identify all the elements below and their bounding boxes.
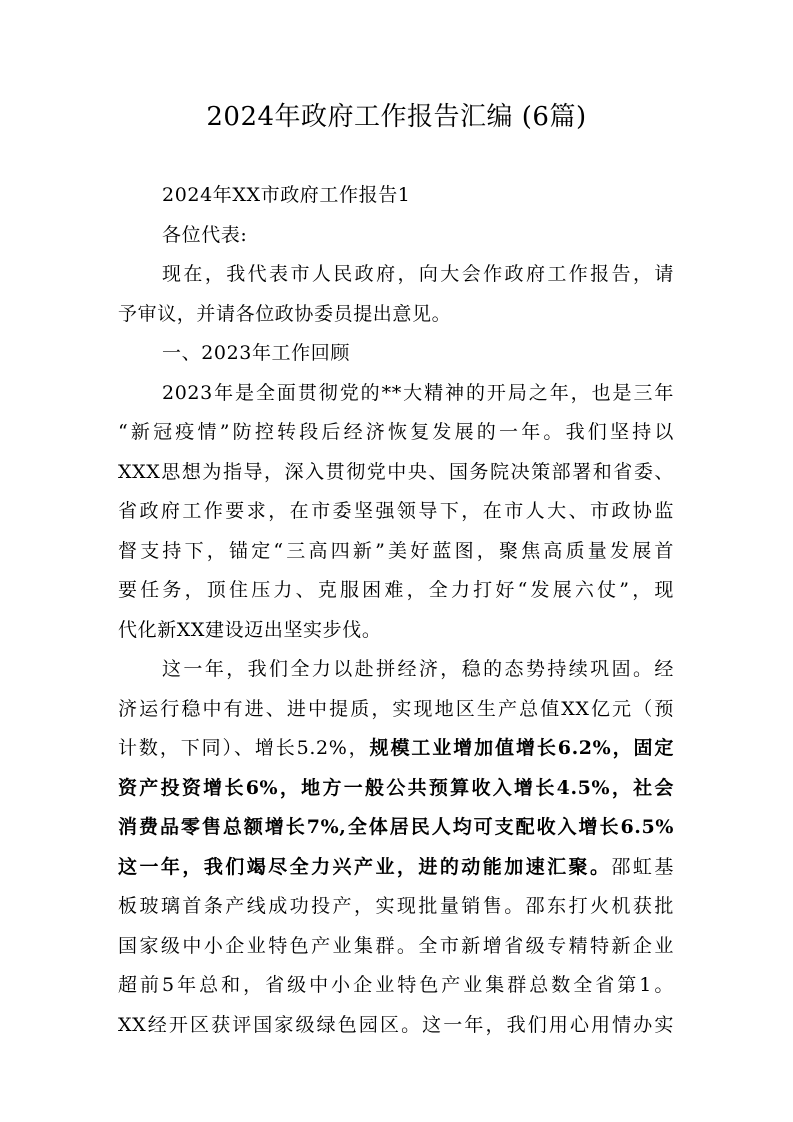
text-line-content: 济运行稳中有进、进中提质，实现地区生产总值XX亿元（预 bbox=[118, 697, 674, 720]
text-line bbox=[118, 571, 674, 611]
text-line-content: XX经开区获评国家级绿色园区。这一年，我们用心用情办实 bbox=[118, 1013, 674, 1036]
text-line-content: 2023年是全面贯彻党的**大精神的开局之年，也是三年 bbox=[162, 381, 674, 404]
text-line bbox=[118, 887, 674, 927]
text-line-content: 这一年，我们全力以赴拼经济，稳的态势持续巩固。经 bbox=[162, 658, 674, 680]
text-line-content: 省政府工作要求，在市委坚强领导下，在市人大、市政协监 bbox=[118, 500, 674, 522]
text-line-content: 各位代表: bbox=[162, 223, 248, 246]
text-line bbox=[118, 808, 674, 848]
text-line-content: XXX思想为指导，深入贯彻党中央、国务院决策部署和省委、 bbox=[118, 460, 674, 483]
text-line-content: 督支持下，锚定“三高四新”美好蓝图，聚焦高质量发展首 bbox=[118, 539, 674, 562]
text-line-bold-tail: 规模工业增加值增长6.2%，固定 bbox=[369, 737, 674, 759]
text-line bbox=[118, 255, 674, 295]
text-line-content: 代化新XX建设迈出坚实步伐。 bbox=[118, 618, 382, 641]
text-line-content: 超前5年总和，省级中小企业特色产业集群总数全省第1。 bbox=[118, 974, 674, 996]
text-line bbox=[118, 729, 674, 769]
text-line bbox=[118, 611, 674, 651]
text-line-content: 消费品零售总额增长7%,全体居民人均可支配收入增长6.5% bbox=[118, 816, 674, 838]
document-body bbox=[118, 176, 674, 1045]
text-line bbox=[118, 295, 674, 335]
text-line bbox=[118, 216, 674, 256]
text-line bbox=[118, 650, 674, 690]
text-line-content: 国家级中小企业特色产业集群。全市新增省级专精特新企业 bbox=[118, 934, 674, 957]
text-line-content: 资产投资增长6%，地方一般公共预算收入增长4.5%，社会 bbox=[118, 776, 674, 799]
text-line-content: 板玻璃首条产线成功投产，实现批量销售。邵东打火机获批 bbox=[118, 895, 674, 917]
text-line-content: 计数，下同）、增长5.2%， bbox=[118, 737, 370, 759]
text-line bbox=[118, 966, 674, 1006]
text-line bbox=[118, 492, 674, 532]
text-line-content: 现在，我代表市人民政府，向大会作政府工作报告，请 bbox=[162, 263, 674, 285]
text-line bbox=[118, 532, 674, 572]
text-line-content: 要任务，顶住压力、克服困难，全力打好“发展六仗”，现 bbox=[118, 579, 674, 601]
text-line bbox=[118, 334, 674, 374]
text-line bbox=[118, 690, 674, 730]
text-line-content: “新冠疫情”防控转段后经济恢复发展的一年。我们坚持以 bbox=[118, 421, 674, 443]
text-line bbox=[118, 413, 674, 453]
text-line bbox=[118, 453, 674, 493]
text-line-content: 予审议，并请各位政协委员提出意见。 bbox=[118, 302, 452, 325]
text-line-content: 2024年XX市政府工作报告1 bbox=[162, 184, 411, 206]
text-line-plain-tail: 邵虹基 bbox=[611, 855, 674, 878]
document-title: 2024年政府工作报告汇编 (6篇) bbox=[206, 102, 587, 132]
text-line bbox=[118, 848, 674, 888]
text-line bbox=[118, 769, 674, 809]
text-line-content: 一、2023年工作回顾 bbox=[162, 342, 350, 364]
text-line-content: 这一年，我们竭尽全力兴产业，进的动能加速汇聚。 bbox=[118, 855, 612, 878]
text-line bbox=[118, 374, 674, 414]
text-line bbox=[118, 927, 674, 967]
text-line bbox=[118, 176, 674, 216]
text-line bbox=[118, 1006, 674, 1046]
